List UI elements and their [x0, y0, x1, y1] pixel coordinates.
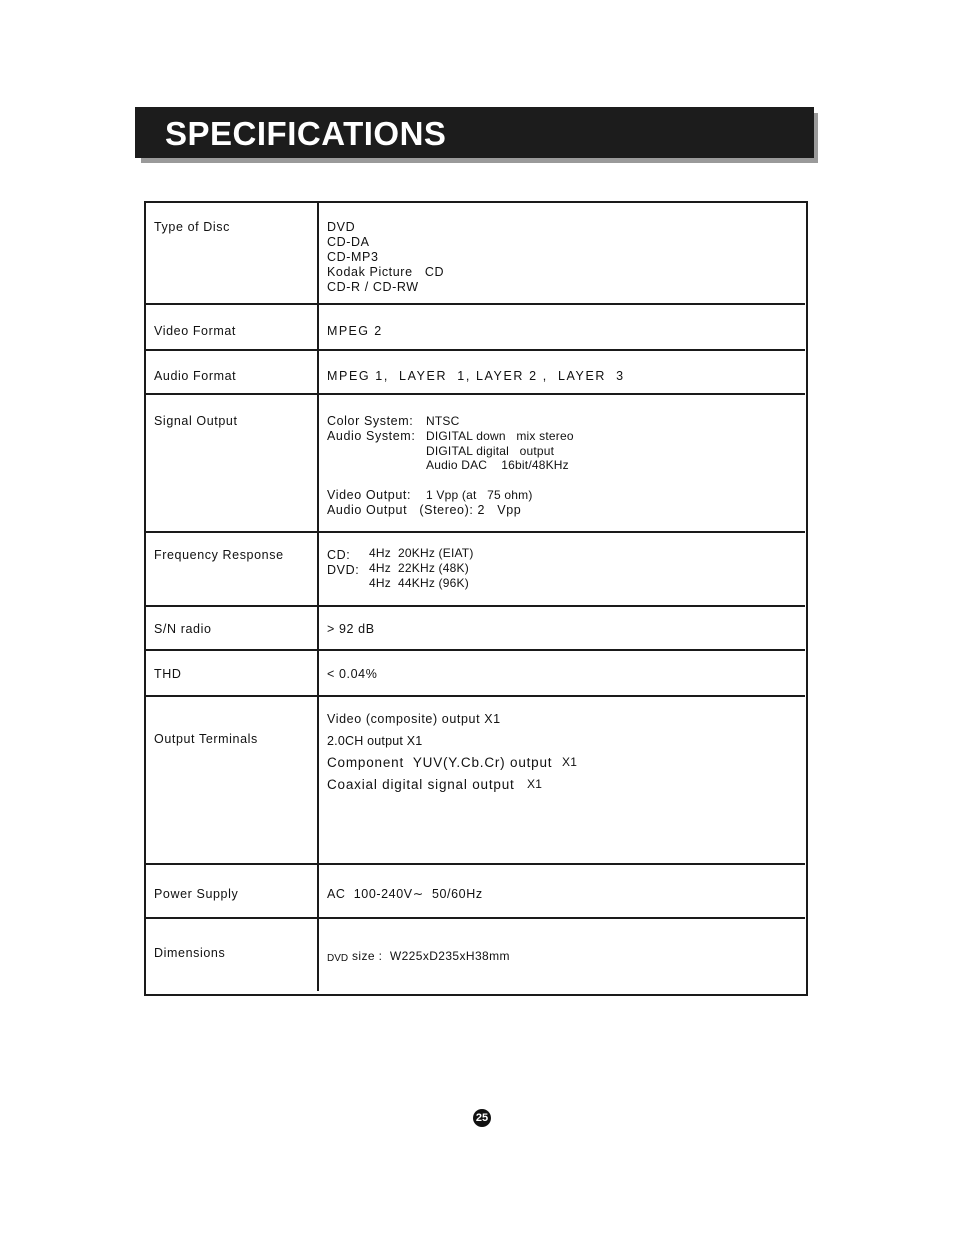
freq-value: 4Hz 20KHz (EIAT) — [369, 546, 474, 560]
freq-cd-label: CD: — [327, 548, 351, 562]
disc-type-cd-da: CD-DA — [327, 235, 370, 249]
audio-system-label: Audio System: — [327, 429, 416, 443]
audio-output-value: Audio Output (Stereo): 2 Vpp — [327, 503, 522, 517]
disc-type-dvd: DVD — [327, 220, 356, 234]
row-separator — [146, 393, 805, 395]
row-separator — [146, 649, 805, 651]
page-title: SPECIFICATIONS — [165, 115, 447, 152]
title-banner — [135, 107, 814, 158]
dimensions-value: size : W225xD235xH38mm — [352, 949, 510, 963]
video-format-value: MPEG 2 — [327, 324, 383, 338]
column-divider — [317, 203, 319, 991]
output-terminals-label: Output Terminals — [154, 732, 258, 746]
dimensions-label: Dimensions — [154, 946, 226, 960]
page-number: 25 — [473, 1109, 491, 1127]
sn-ratio-value: > 92 dB — [327, 622, 375, 636]
sn-ratio-label: S/N radio — [154, 622, 212, 636]
freq-value: 4Hz 44KHz (96K) — [369, 576, 469, 590]
dimensions-prefix: DVD — [327, 953, 349, 964]
audio-format-value: MPEG 1, LAYER 1, LAYER 2 , LAYER 3 — [327, 369, 625, 383]
disc-type-cd-r-rw: CD-R / CD-RW — [327, 280, 419, 294]
output-terminal-x1: X1 — [562, 755, 578, 769]
output-terminal-item: Component YUV(Y.Cb.Cr) output — [327, 755, 553, 770]
row-separator — [146, 531, 805, 533]
row-separator — [146, 303, 805, 305]
output-terminal-x1: X1 — [527, 777, 543, 791]
color-system-value: NTSC — [426, 414, 460, 428]
row-separator — [146, 605, 805, 607]
audio-system-value: DIGITAL down mix stereo — [426, 429, 574, 443]
power-supply-value: AC 100-240V∼ 50/60Hz — [327, 887, 483, 901]
output-terminal-item: Coaxial digital signal output — [327, 777, 515, 792]
color-system-label: Color System: — [327, 414, 414, 428]
thd-label: THD — [154, 667, 182, 681]
row-separator — [146, 863, 805, 865]
audio-format-label: Audio Format — [154, 369, 237, 383]
row-separator — [146, 349, 805, 351]
row-separator — [146, 917, 805, 919]
freq-dvd-label: DVD: — [327, 563, 360, 577]
video-format-label: Video Format — [154, 324, 237, 338]
power-supply-label: Power Supply — [154, 887, 239, 901]
thd-value: < 0.04% — [327, 667, 378, 681]
output-terminal-item: Video (composite) output X1 — [327, 712, 501, 726]
type-of-disc-label: Type of Disc — [154, 220, 230, 234]
freq-value: 4Hz 22KHz (48K) — [369, 561, 469, 575]
frequency-response-label: Frequency Response — [154, 548, 284, 562]
audio-system-value: Audio DAC 16bit/48KHz — [426, 458, 569, 472]
video-output-value: 1 Vpp (at 75 ohm) — [426, 488, 533, 502]
spec-table — [144, 201, 808, 996]
disc-type-kodak: Kodak Picture CD — [327, 265, 445, 279]
disc-type-cd-mp3: CD-MP3 — [327, 250, 379, 264]
row-separator — [146, 695, 805, 697]
signal-output-label: Signal Output — [154, 414, 238, 428]
output-terminal-item: 2.0CH output X1 — [327, 734, 423, 748]
audio-system-value: DIGITAL digital output — [426, 444, 555, 458]
video-output-label: Video Output: — [327, 488, 412, 502]
